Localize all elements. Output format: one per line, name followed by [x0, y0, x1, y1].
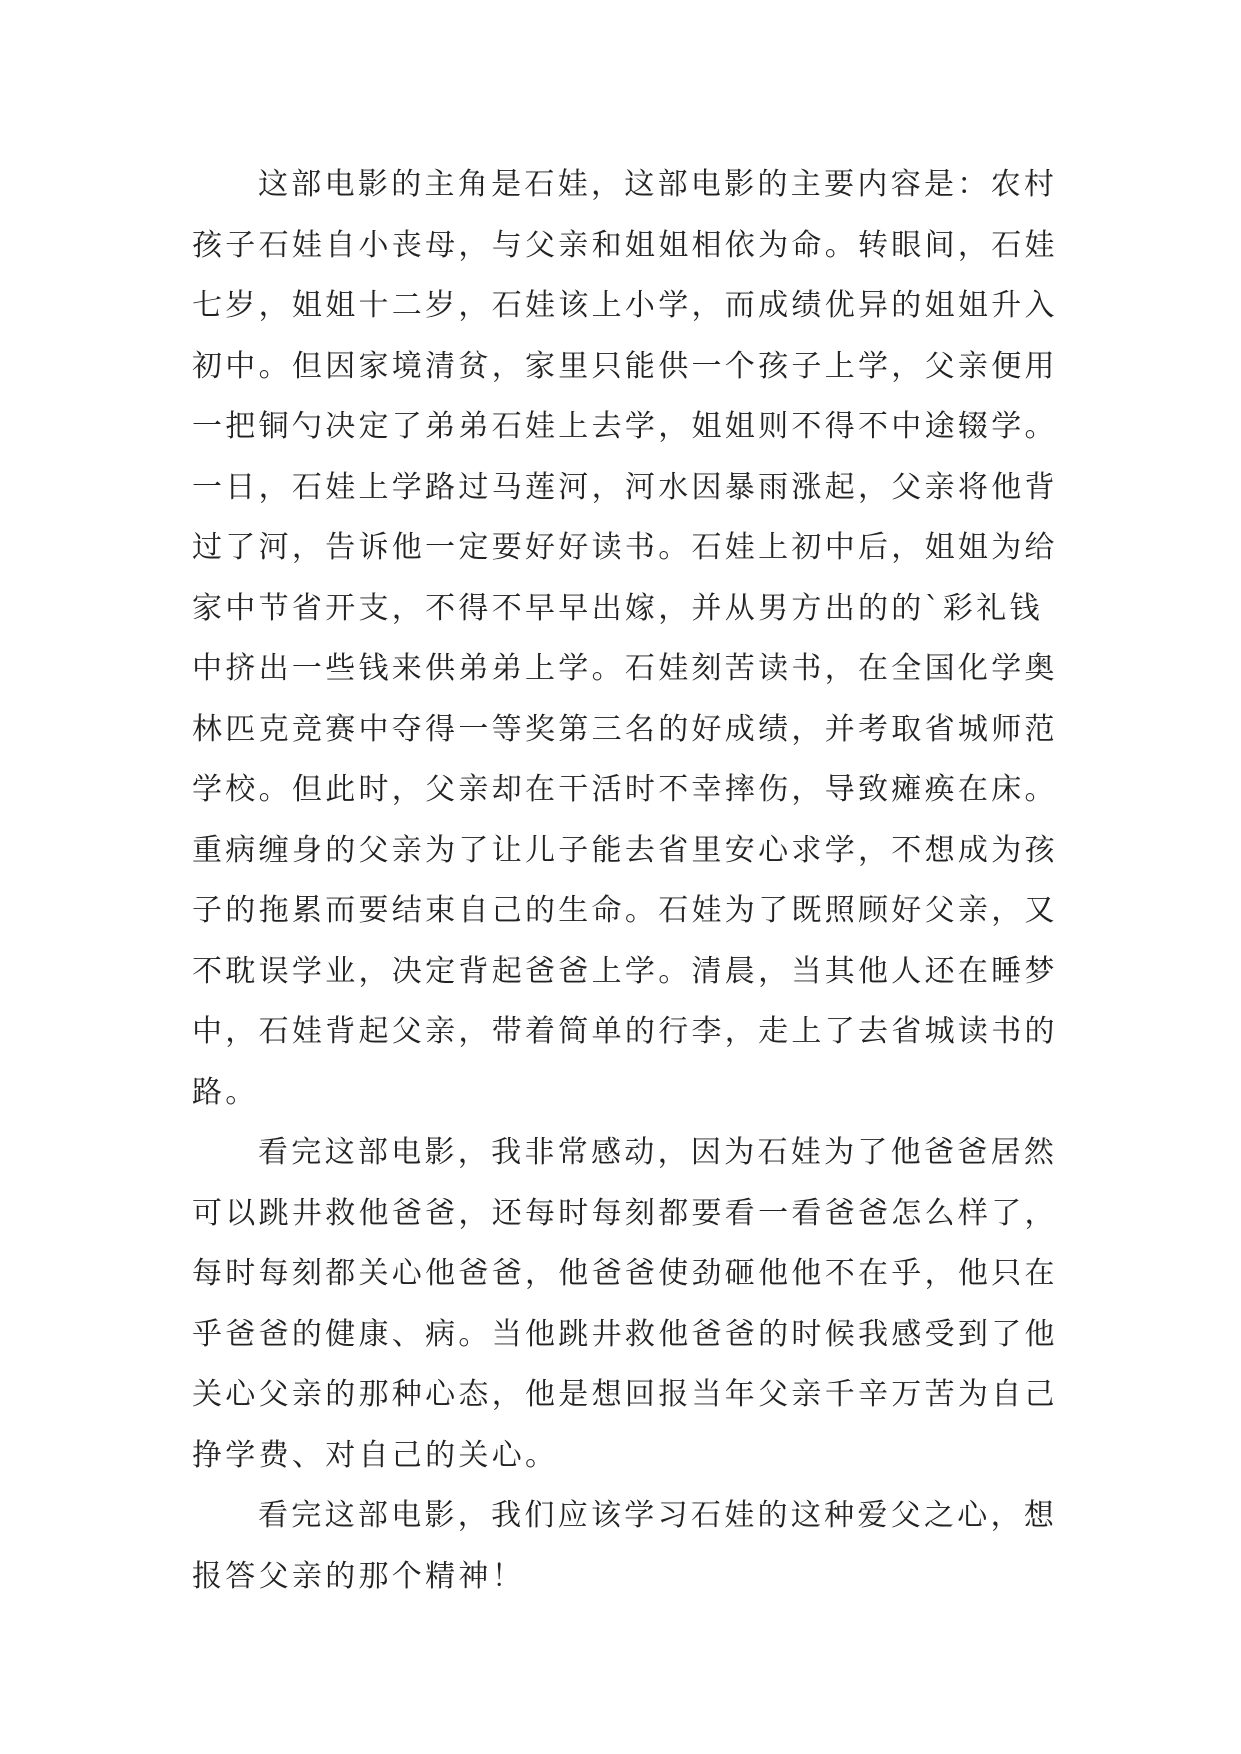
paragraph-1	[192, 155, 1058, 1123]
text-line: 初中。但因家境清贫，家里只能供一个孩子上学，父亲便用	[192, 348, 1058, 384]
text-line: 可以跳井救他爸爸，还每时每刻都要看一看爸爸怎么样了，	[192, 1195, 1058, 1231]
text-line: 路。	[192, 1074, 259, 1110]
text-line: 关心父亲的那种心态，他是想回报当年父亲千辛万苦为自己	[192, 1377, 1058, 1412]
text-line: 过了河，告诉他一定要好好读书。石娃上初中后，姐姐为给	[192, 530, 1058, 565]
text-line: 家中节省开支，不得不早早出嫁，并从男方出的的`彩礼钱	[192, 590, 1043, 626]
paragraph-2	[192, 1123, 1058, 1486]
text-line: 看完这部电影，我非常感动，因为石娃为了他爸爸居然	[258, 1135, 1058, 1170]
text-line: 子的拖累而要结束自己的生命。石娃为了既照顾好父亲，又	[192, 893, 1058, 928]
text-line: 林匹克竞赛中夺得一等奖第三名的好成绩，并考取省城师范	[192, 711, 1058, 747]
text-line: 这部电影的主角是石娃，这部电影的主要内容是：农村	[258, 167, 1058, 202]
document-page	[192, 155, 1058, 1607]
text-line: 孩子石娃自小丧母，与父亲和姐姐相依为命。转眼间，石娃	[192, 227, 1058, 263]
text-line: 重病缠身的父亲为了让儿子能去省里安心求学，不想成为孩	[192, 832, 1058, 868]
text-line: 报答父亲的那个精神！	[192, 1558, 525, 1594]
text-line: 乎爸爸的健康、病。当他跳井救他爸爸的时候我感受到了他	[192, 1316, 1058, 1352]
text-line: 中挤出一些钱来供弟弟上学。石娃刻苦读书，在全国化学奥	[192, 651, 1058, 686]
text-line: 一日，石娃上学路过马莲河，河水因暴雨涨起，父亲将他背	[192, 469, 1058, 505]
text-line: 中，石娃背起父亲，带着简单的行李，走上了去省城读书的	[192, 1014, 1058, 1049]
text-line: 挣学费、对自己的关心。	[192, 1437, 559, 1473]
text-line: 学校。但此时，父亲却在干活时不幸摔伤，导致瘫痪在床。	[192, 772, 1058, 807]
text-line: 每时每刻都关心他爸爸，他爸爸使劲砸他他不在乎，他只在	[192, 1256, 1058, 1291]
text-line: 一把铜勺决定了弟弟石娃上去学，姐姐则不得不中途辍学。	[192, 409, 1058, 444]
paragraph-3	[192, 1486, 1058, 1607]
text-line: 不耽误学业，决定背起爸爸上学。清晨，当其他人还在睡梦	[192, 953, 1058, 989]
text-line: 七岁，姐姐十二岁，石娃该上小学，而成绩优异的姐姐升入	[192, 288, 1058, 323]
text-line: 看完这部电影，我们应该学习石娃的这种爱父之心，想	[258, 1498, 1058, 1533]
